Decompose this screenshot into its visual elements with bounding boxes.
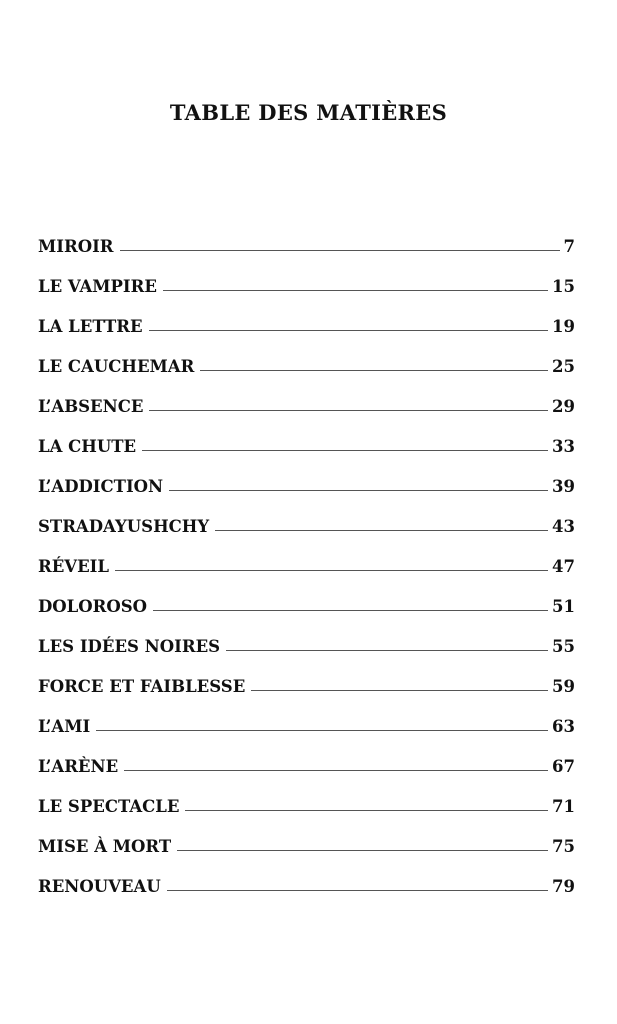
table-of-contents (38, 232, 575, 912)
toc-leader-line (142, 450, 548, 451)
toc-entry-title: L’ADDICTION (38, 477, 164, 496)
toc-entry (38, 272, 575, 312)
toc-entry-title: LE VAMPIRE (38, 277, 157, 296)
toc-entry-page-number: 19 (552, 317, 575, 336)
toc-entry-page-number: 15 (552, 277, 575, 296)
toc-entry-title: L’AMI (38, 717, 91, 736)
toc-leader-line (185, 810, 548, 811)
toc-entry-title: RÉVEIL (38, 557, 109, 576)
toc-leader-line (251, 690, 548, 691)
toc-entry (38, 632, 575, 672)
toc-entry-title: LE CAUCHEMAR (38, 357, 195, 376)
toc-entry-title: L’ARÈNE (38, 757, 119, 776)
toc-entry-page-number: 29 (552, 397, 575, 416)
toc-entry (38, 512, 575, 552)
toc-leader-line (163, 290, 548, 291)
toc-leader-line (226, 650, 548, 651)
toc-leader-line (215, 530, 548, 531)
toc-leader-line (120, 250, 560, 251)
toc-entry-page-number: 43 (552, 517, 575, 536)
toc-entry-page-number: 7 (563, 237, 575, 256)
toc-entry (38, 352, 575, 392)
toc-entry-page-number: 55 (552, 637, 575, 656)
toc-leader-line (124, 770, 548, 771)
toc-entry-title: RENOUVEAU (38, 877, 161, 896)
toc-leader-line (167, 890, 548, 891)
toc-entry-page-number: 67 (552, 757, 575, 776)
toc-entry-title: L’ABSENCE (38, 397, 144, 416)
toc-entry-title: LA CHUTE (38, 437, 137, 456)
toc-entry-title: STRADAYUSHCHY (38, 517, 210, 536)
toc-entry-page-number: 71 (552, 797, 575, 816)
toc-entry-title: LE SPECTACLE (38, 797, 180, 816)
toc-entry-page-number: 75 (552, 837, 575, 856)
toc-entry (38, 232, 575, 272)
toc-entry-page-number: 47 (552, 557, 575, 576)
toc-entry (38, 832, 575, 872)
toc-entry-page-number: 79 (552, 877, 575, 896)
toc-entry-title: LES IDÉES NOIRES (38, 637, 221, 656)
toc-leader-line (177, 850, 548, 851)
toc-leader-line (153, 610, 548, 611)
toc-entry-title: DOLOROSO (38, 597, 148, 616)
toc-leader-line (149, 330, 548, 331)
toc-entry (38, 432, 575, 472)
toc-entry-title: FORCE ET FAIBLESSE (38, 677, 246, 696)
toc-entry (38, 312, 575, 352)
page-title: TABLE DES MATIÈRES (169, 100, 448, 125)
toc-entry-title: MISE À MORT (38, 837, 172, 856)
toc-leader-line (149, 410, 548, 411)
toc-entry (38, 472, 575, 512)
toc-entry (38, 712, 575, 752)
toc-leader-line (115, 570, 548, 571)
toc-leader-line (169, 490, 548, 491)
toc-leader-line (96, 730, 548, 731)
toc-entry-page-number: 63 (552, 717, 575, 736)
toc-leader-line (200, 370, 548, 371)
toc-entry-page-number: 25 (552, 357, 575, 376)
toc-entry-page-number: 33 (552, 437, 575, 456)
toc-entry (38, 672, 575, 712)
toc-entry-title: LA LETTRE (38, 317, 143, 336)
toc-entry-page-number: 59 (552, 677, 575, 696)
toc-entry-title: MIROIR (38, 237, 114, 256)
toc-entry (38, 392, 575, 432)
toc-entry (38, 552, 575, 592)
toc-entry-page-number: 39 (552, 477, 575, 496)
toc-entry (38, 752, 575, 792)
toc-entry (38, 592, 575, 632)
toc-entry-page-number: 51 (552, 597, 575, 616)
toc-entry (38, 792, 575, 832)
toc-entry (38, 872, 575, 912)
